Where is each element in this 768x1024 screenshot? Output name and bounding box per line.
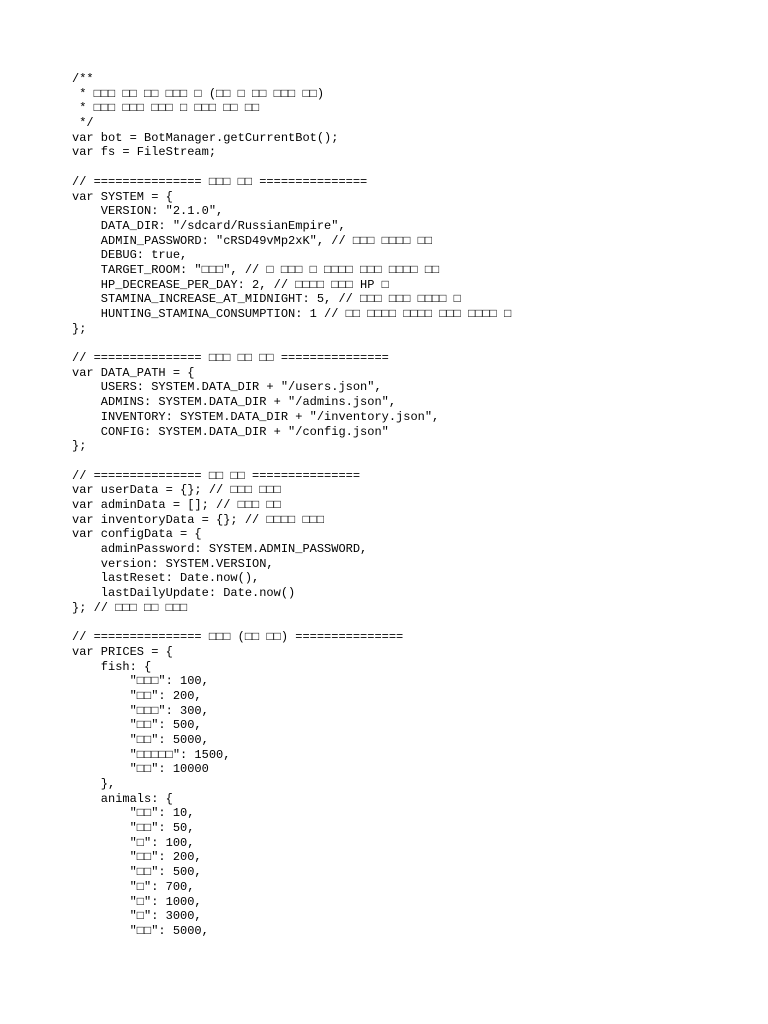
code-line: [72, 336, 752, 351]
code-line: */: [72, 116, 94, 131]
code-line: "□□□□□": 1500,: [72, 747, 231, 762]
code-line: var SYSTEM = {: [72, 189, 173, 204]
code-line: [72, 615, 752, 630]
code-line: "□": 100,: [72, 835, 195, 850]
code-line: var DATA_PATH = {: [72, 365, 195, 380]
code-line: adminPassword: SYSTEM.ADMIN_PASSWORD,: [72, 542, 368, 556]
code-line: TARGET_ROOM: "□□□", // □ □□□ □ □□□□ □□□ □□□□ □□: [72, 262, 440, 277]
code-line: "□□": 200,: [72, 850, 202, 865]
code-line: var inventoryData = {}; // □□□□ □□□: [72, 512, 325, 527]
code-line: USERS: SYSTEM.DATA_DIR + "/users.json",: [72, 380, 382, 395]
code-line: "□": 3000,: [72, 909, 202, 924]
code-line: version: SYSTEM.VERSION,: [72, 556, 274, 571]
code-line: HUNTING_STAMINA_CONSUMPTION: 1 // □□ □□□□ □□□□ □□□ □□□□ □: [72, 307, 512, 321]
code-line: fish: {: [72, 659, 152, 674]
code-line: // =============== □□□ (□□ □□) ===============: [72, 630, 404, 645]
code-line: // =============== □□□ □□ ===============: [72, 174, 368, 189]
code-line: "□□": 5000,: [72, 732, 209, 747]
code-line: INVENTORY: SYSTEM.DATA_DIR + "/inventory.json",: [72, 409, 440, 424]
code-line: "□□": 10,: [72, 806, 195, 821]
code-line: "□□": 200,: [72, 688, 202, 703]
code-line: "□□": 500,: [72, 865, 202, 880]
code-block: [72, 72, 752, 939]
code-line: ADMINS: SYSTEM.DATA_DIR + "/admins.json",: [72, 395, 397, 410]
code-line: DATA_DIR: "/sdcard/RussianEmpire",: [72, 218, 346, 233]
code-line: DEBUG: true,: [72, 248, 188, 263]
code-line: HP_DECREASE_PER_DAY: 2, // □□□□ □□□ HP □: [72, 277, 389, 292]
code-line: // =============== □□□ □□ □□ ===============: [72, 351, 389, 366]
code-line: ADMIN_PASSWORD: "cRSD49vMp2xK", // □□□ □□□□ □□: [72, 233, 433, 248]
code-line: * □□□ □□ □□ □□□ □ (□□ □ □□ □□□ □□): [72, 86, 325, 101]
code-line: "□": 700,: [72, 879, 195, 894]
code-line: }; // □□□ □□ □□□: [72, 600, 188, 615]
code-line: CONFIG: SYSTEM.DATA_DIR + "/config.json": [72, 424, 389, 439]
code-line: * □□□ □□□ □□□ □ □□□ □□ □□: [72, 101, 260, 116]
code-line: var configData = {: [72, 527, 202, 542]
code-line: // =============== □□ □□ ===============: [72, 468, 361, 483]
code-line: lastDailyUpdate: Date.now(): [72, 586, 296, 601]
code-line: var fs = FileStream;: [72, 145, 217, 160]
code-line: animals: {: [72, 791, 173, 806]
code-line: "□□": 50,: [72, 821, 195, 836]
code-line: };: [72, 321, 87, 336]
code-line: "□": 1000,: [72, 894, 202, 909]
code-line: "□□□": 300,: [72, 703, 209, 718]
code-line: var userData = {}; // □□□ □□□: [72, 483, 281, 498]
code-line: },: [72, 777, 116, 791]
code-line: "□□": 10000: [72, 762, 209, 777]
code-line: [72, 454, 752, 469]
code-line: "□□": 500,: [72, 718, 202, 733]
code-line: lastReset: Date.now(),: [72, 571, 260, 586]
code-line: var adminData = []; // □□□ □□: [72, 497, 281, 512]
code-line: VERSION: "2.1.0",: [72, 204, 224, 219]
code-line: "□□□": 100,: [72, 674, 209, 689]
code-line: [72, 160, 752, 175]
code-line: STAMINA_INCREASE_AT_MIDNIGHT: 5, // □□□ □□□ □□□□ □: [72, 292, 461, 307]
code-line: var bot = BotManager.getCurrentBot();: [72, 130, 339, 145]
code-line: var PRICES = {: [72, 644, 173, 659]
code-line: };: [72, 439, 87, 454]
code-line: "□□": 5000,: [72, 923, 209, 938]
code-line: /**: [72, 72, 94, 86]
